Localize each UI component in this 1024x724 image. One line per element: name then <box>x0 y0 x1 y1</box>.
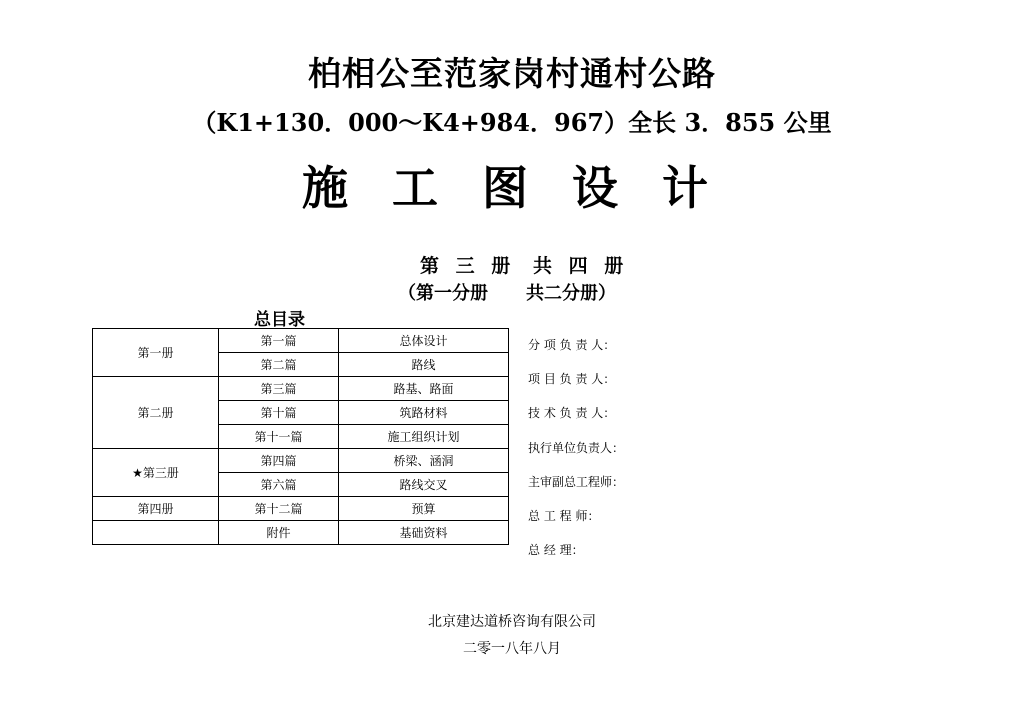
volume-cell: 第四册 <box>93 497 219 521</box>
table-row <box>93 497 509 521</box>
volume-cell: ★第三册 <box>93 449 219 497</box>
signature-line: 主审副总工程师： <box>528 474 625 489</box>
total-subvolumes: 共二分册） <box>526 283 616 304</box>
table-row <box>93 329 509 353</box>
signature-line: 技 术 负 责 人： <box>528 406 616 421</box>
chapter-cell: 第三篇 <box>219 377 339 401</box>
content-cell: 路基、路面 <box>339 377 509 401</box>
signature-block <box>528 336 624 575</box>
signature-line: 总 工 程 师： <box>528 508 600 523</box>
content-cell: 总体设计 <box>339 329 509 353</box>
signature-line: 项 目 负 责 人： <box>528 372 616 387</box>
chapter-cell: 第十篇 <box>219 401 339 425</box>
chapter-cell: 第十一篇 <box>219 425 339 449</box>
chapter-cell: 附件 <box>219 521 339 545</box>
total-volumes: 共 四 册 <box>533 255 629 277</box>
content-cell: 施工组织计划 <box>339 425 509 449</box>
content-cell: 路线 <box>339 353 509 377</box>
current-subvolume: （第一分册 <box>398 283 488 304</box>
content-cell: 路线交叉 <box>339 473 509 497</box>
current-volume: 第 三 册 <box>420 255 516 277</box>
volume-cell: 第一册 <box>93 329 219 377</box>
signature-line: 总 经 理： <box>528 543 584 558</box>
signature-line: 执行单位负责人： <box>528 440 625 455</box>
document-subtitle: （K1+130．000～K4+984．967）全长 3．855 公里 <box>192 108 832 137</box>
table-row <box>93 521 509 545</box>
volume-cell <box>93 521 219 545</box>
content-cell: 筑路材料 <box>339 401 509 425</box>
issue-date: 二零一八年八月 <box>463 641 561 657</box>
table-row <box>93 449 509 473</box>
chapter-cell: 第四篇 <box>219 449 339 473</box>
content-cell: 预算 <box>339 497 509 521</box>
content-cell: 基础资料 <box>339 521 509 545</box>
design-stage-title: 施 工 图 设 计 <box>301 161 723 215</box>
catalog-title: 总目录 <box>254 310 305 330</box>
content-cell: 桥梁、涵洞 <box>339 449 509 473</box>
catalog-table <box>92 328 509 545</box>
volume-cell: 第二册 <box>93 377 219 449</box>
chapter-cell: 第十二篇 <box>219 497 339 521</box>
chapter-cell: 第一篇 <box>219 329 339 353</box>
table-row <box>93 377 509 401</box>
chapter-cell: 第六篇 <box>219 473 339 497</box>
chapter-cell: 第二篇 <box>219 353 339 377</box>
company-name: 北京建达道桥咨询有限公司 <box>428 614 596 630</box>
signature-line: 分 项 负 责 人： <box>528 338 616 352</box>
document-title: 柏相公至范家岗村通村公路 <box>308 54 716 93</box>
